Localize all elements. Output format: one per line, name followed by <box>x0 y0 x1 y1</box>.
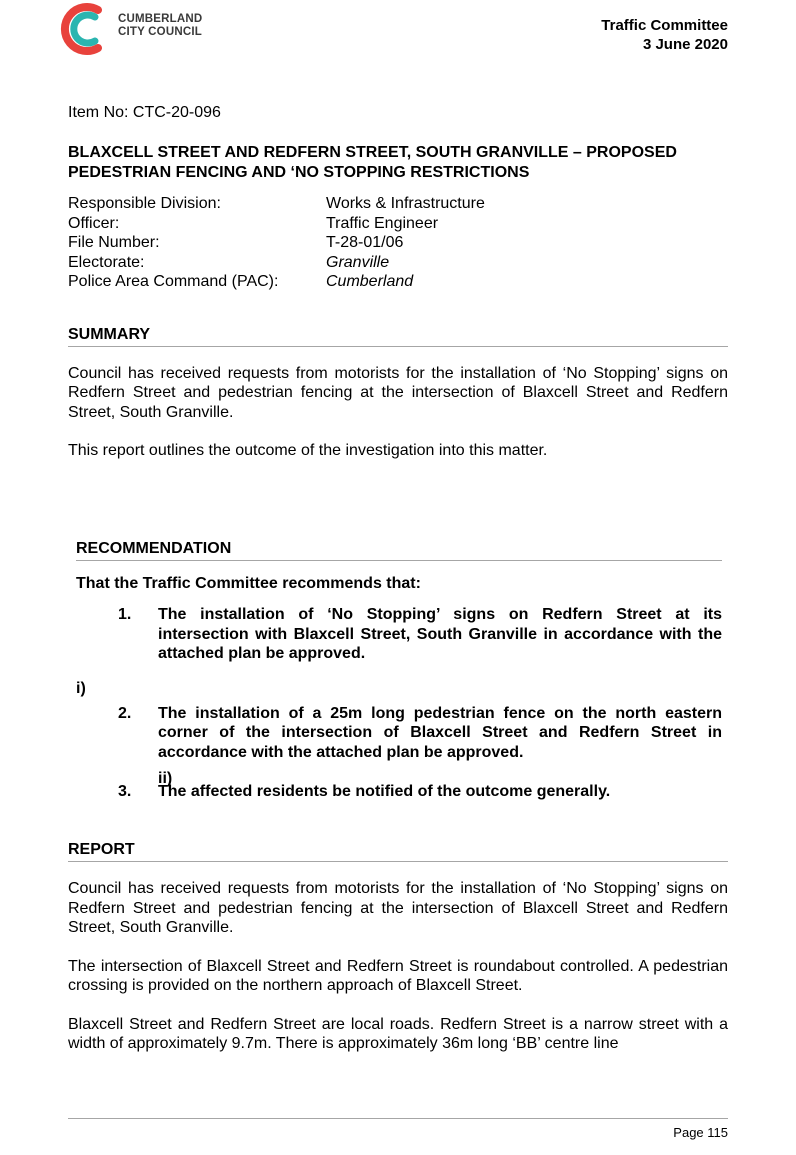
recommendation-item <box>76 605 722 664</box>
info-value: T-28-01/06 <box>326 234 404 251</box>
info-value: Works & Infrastructure <box>326 195 485 212</box>
item-number: 1. <box>118 606 132 623</box>
report-paragraph: The intersection of Blaxcell Street and Redfern Street is roundabout controlled. A pedestrian crossing is provided on the northern approach of Blaxcell Street. <box>68 957 728 994</box>
cumberland-logo-icon <box>58 0 116 56</box>
info-value: Cumberland <box>326 273 414 290</box>
item-number: 3. <box>118 783 132 800</box>
info-label: Electorate: <box>68 253 145 271</box>
committee-name: Traffic Committee <box>601 17 728 34</box>
council-name <box>118 13 202 39</box>
info-label: Police Area Command (PAC): <box>68 273 279 290</box>
recommendation-section <box>76 540 722 802</box>
info-row <box>68 214 728 234</box>
info-value: Granville <box>326 253 390 271</box>
info-label: Responsible Division: <box>68 195 221 212</box>
page-number: Page 115 <box>673 1125 728 1140</box>
report-paragraph: Council has received requests from motorists for the installation of ‘No Stopping’ signs on Redfern Street and pedestrian fencing at the intersection of Blaxcell Street and Redfern Street, South Granville. <box>68 880 728 936</box>
recommendation-item <box>76 704 722 763</box>
item-text: The installation of ‘No Stopping’ signs on Redfern Street at its intersection with Blaxcell Street, South Granville in accordance with the attached plan be approved. <box>158 606 722 662</box>
item-text: The affected residents be notified of the outcome generally. <box>158 783 611 800</box>
info-label: File Number: <box>68 234 160 251</box>
info-table <box>68 194 728 292</box>
info-row <box>68 194 728 214</box>
document-body <box>68 104 728 461</box>
summary-paragraph: Council has received requests from motorists for the installation of ‘No Stopping’ signs on Redfern Street and pedestrian fencing at the intersection of Blaxcell Street and Redfern Street, South Granville. <box>68 364 728 421</box>
info-row <box>68 272 728 292</box>
council-name-line1: CUMBERLAND <box>118 13 203 25</box>
summary-heading: SUMMARY <box>68 326 728 347</box>
info-row <box>68 233 728 253</box>
recommendation-heading: RECOMMENDATION <box>76 540 722 561</box>
council-name-line2: CITY COUNCIL <box>118 26 202 38</box>
report-title: BLAXCELL STREET AND REDFERN STREET, SOUTH GRANVILLE – PROPOSED PEDESTRIAN FENCING AND ‘NO STOPPING RESTRICTIONS <box>68 144 677 181</box>
recommendation-intro: That the Traffic Committee recommends that: <box>76 575 421 592</box>
report-paragraph: Blaxcell Street and Redfern Street are local roads. Redfern Street is a narrow street with a width of approximately 9.7m. There is approximately 36m long ‘BB’ centre line <box>68 1015 728 1052</box>
recommendation-item <box>76 782 722 802</box>
footer-rule <box>68 1118 728 1119</box>
summary-paragraph: This report outlines the outcome of the investigation into this matter. <box>68 442 548 459</box>
info-row <box>68 253 728 273</box>
info-label: Officer: <box>68 214 120 232</box>
info-value: Traffic Engineer <box>326 214 439 232</box>
item-text: The installation of a 25m long pedestrian fence on the north eastern corner of the intersection of Blaxcell Street and Redfern Street in accordance with the attached plan be approved. <box>158 704 722 761</box>
report-heading: REPORT <box>68 841 728 862</box>
header-meta <box>601 16 728 54</box>
roman-numeral: ii) <box>158 770 173 787</box>
item-number: 2. <box>118 704 132 722</box>
council-logo <box>58 0 218 56</box>
report-section <box>68 841 728 1054</box>
roman-numeral: i) <box>76 680 86 697</box>
meeting-date: 3 June 2020 <box>642 36 728 53</box>
item-number: Item No: CTC-20-096 <box>68 104 221 121</box>
